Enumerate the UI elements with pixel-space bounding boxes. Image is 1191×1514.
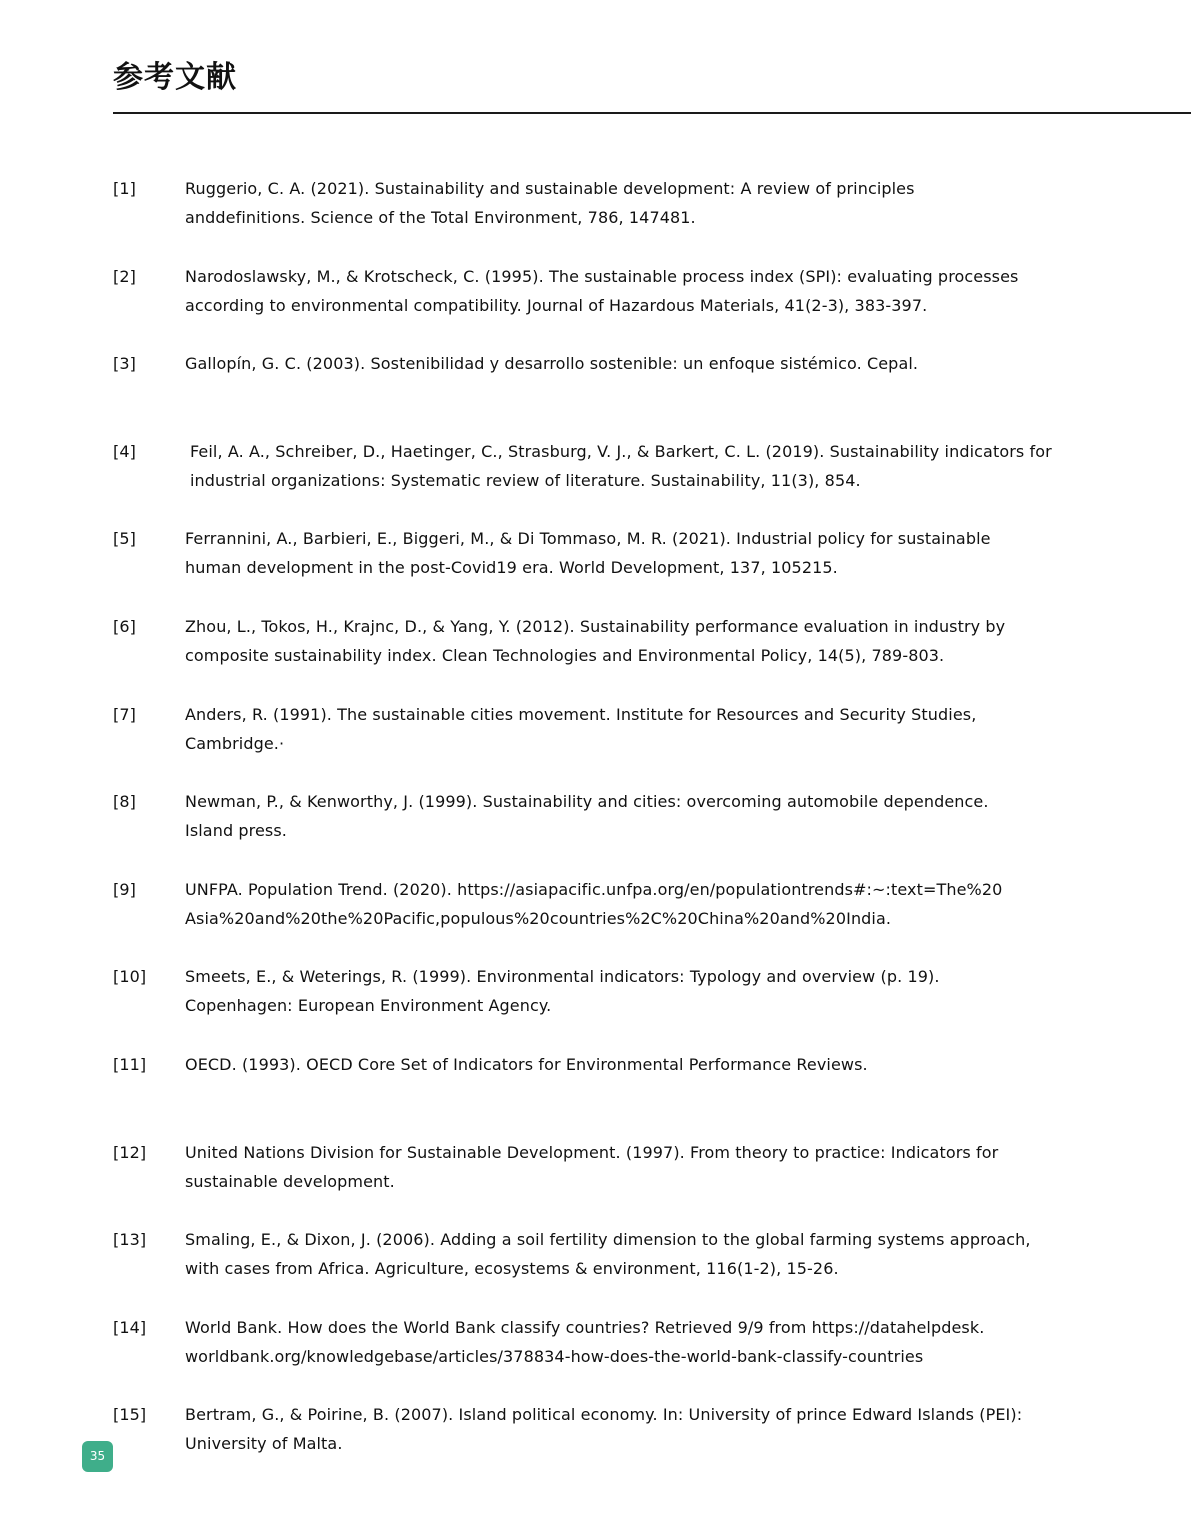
reference-number: [3] [113, 354, 136, 374]
reference-item [113, 524, 1073, 612]
reference-number: [8] [113, 792, 136, 812]
reference-number: [11] [113, 1054, 147, 1074]
reference-text: World Bank. How does the World Bank classify countries? Retrieved 9/9 from https://datahelpdesk. worldbank.org/knowledgebase/articles/378834-how-does-the-world-bank-classify-countries [185, 1317, 985, 1366]
reference-item [113, 1138, 1073, 1226]
reference-number: [7] [113, 704, 136, 724]
reference-text: Gallopín, G. C. (2003). Sostenibilidad y desarrollo sostenible: un enfoque sistémico. Cepal. [185, 354, 919, 374]
reference-number: [5] [113, 529, 136, 549]
reference-text: Smaling, E., & Dixon, J. (2006). Adding a soil fertility dimension to the global farming systems approach, with cases from Africa. Agriculture, ecosystems & environment, 116(1-2), 15-26. [185, 1230, 1031, 1279]
reference-text: UNFPA. Population Trend. (2020). https://asiapacific.unfpa.org/en/populationtrends#:~:text=The%20 Asia%20and%20the%20Pacific,populous%20countries%2C%20China%20and%20India. [185, 879, 1003, 928]
page-number-badge: 35 [82, 1441, 113, 1472]
reference-number: [10] [113, 967, 147, 987]
reference-item [113, 700, 1073, 788]
reference-item [113, 262, 1073, 350]
page-title: 参考文献 [113, 60, 237, 95]
reference-item [113, 1400, 1073, 1488]
reference-number: [6] [113, 616, 136, 636]
reference-number: [12] [113, 1142, 147, 1162]
reference-item [113, 1050, 1073, 1138]
reference-text: United Nations Division for Sustainable Development. (1997). From theory to practice: Indicators for sustainable development. [185, 1142, 999, 1191]
reference-number: [9] [113, 879, 136, 899]
reference-item [113, 1313, 1073, 1401]
reference-text: Narodoslawsky, M., & Krotscheck, C. (1995). The sustainable process index (SPI): evaluating processes according to environmental compatibility. Journal of Hazardous Materials, 41(2-3), 383-397. [185, 266, 1019, 315]
reference-text: Smeets, E., & Weterings, R. (1999). Environmental indicators: Typology and overview (p. 19). Copenhagen: European Environment Agency. [185, 967, 940, 1016]
reference-list [113, 174, 1073, 1488]
reference-number: [14] [113, 1317, 147, 1337]
reference-text: OECD. (1993). OECD Core Set of Indicators for Environmental Performance Reviews. [185, 1054, 868, 1074]
reference-text: Anders, R. (1991). The sustainable cities movement. Institute for Resources and Security Studies, Cambridge.· [185, 704, 977, 753]
reference-item [113, 174, 1073, 262]
reference-number: [13] [113, 1230, 147, 1250]
reference-text: Feil, A. A., Schreiber, D., Haetinger, C., Strasburg, V. J., & Barkert, C. L. (2019). Sustainability indicators for industrial organizations: Systematic review of literature. Sustainability, 11(3), 854. [190, 441, 1052, 490]
reference-number: [15] [113, 1405, 147, 1425]
reference-item [113, 1225, 1073, 1313]
reference-item [113, 875, 1073, 963]
reference-item [113, 962, 1073, 1050]
reference-item [113, 349, 1073, 437]
reference-item [113, 437, 1073, 525]
reference-number: [1] [113, 179, 136, 198]
reference-item [113, 612, 1073, 700]
reference-text: Ruggerio, C. A. (2021). Sustainability and sustainable development: A review of principles anddefinitions. Science of the Total Environment, 786, 147481. [185, 179, 915, 227]
reference-text: Bertram, G., & Poirine, B. (2007). Island political economy. In: University of prince Edward Islands (PEI): University of Malta. [185, 1405, 1023, 1454]
reference-text: Ferrannini, A., Barbieri, E., Biggeri, M., & Di Tommaso, M. R. (2021). Industrial policy for sustainable human development in the post-Covid19 era. World Development, 137, 105215. [185, 529, 991, 578]
reference-text: Zhou, L., Tokos, H., Krajnc, D., & Yang, Y. (2012). Sustainability performance evaluation in industry by composite sustainability index. Clean Technologies and Environmental Policy, 14(5), 789-803. [185, 616, 1006, 665]
title-divider [113, 112, 1191, 114]
reference-number: [4] [113, 441, 136, 461]
reference-number: [2] [113, 266, 136, 286]
reference-item [113, 787, 1073, 875]
reference-text: Newman, P., & Kenworthy, J. (1999). Sustainability and cities: overcoming automobile dependence. Island press. [185, 792, 989, 841]
